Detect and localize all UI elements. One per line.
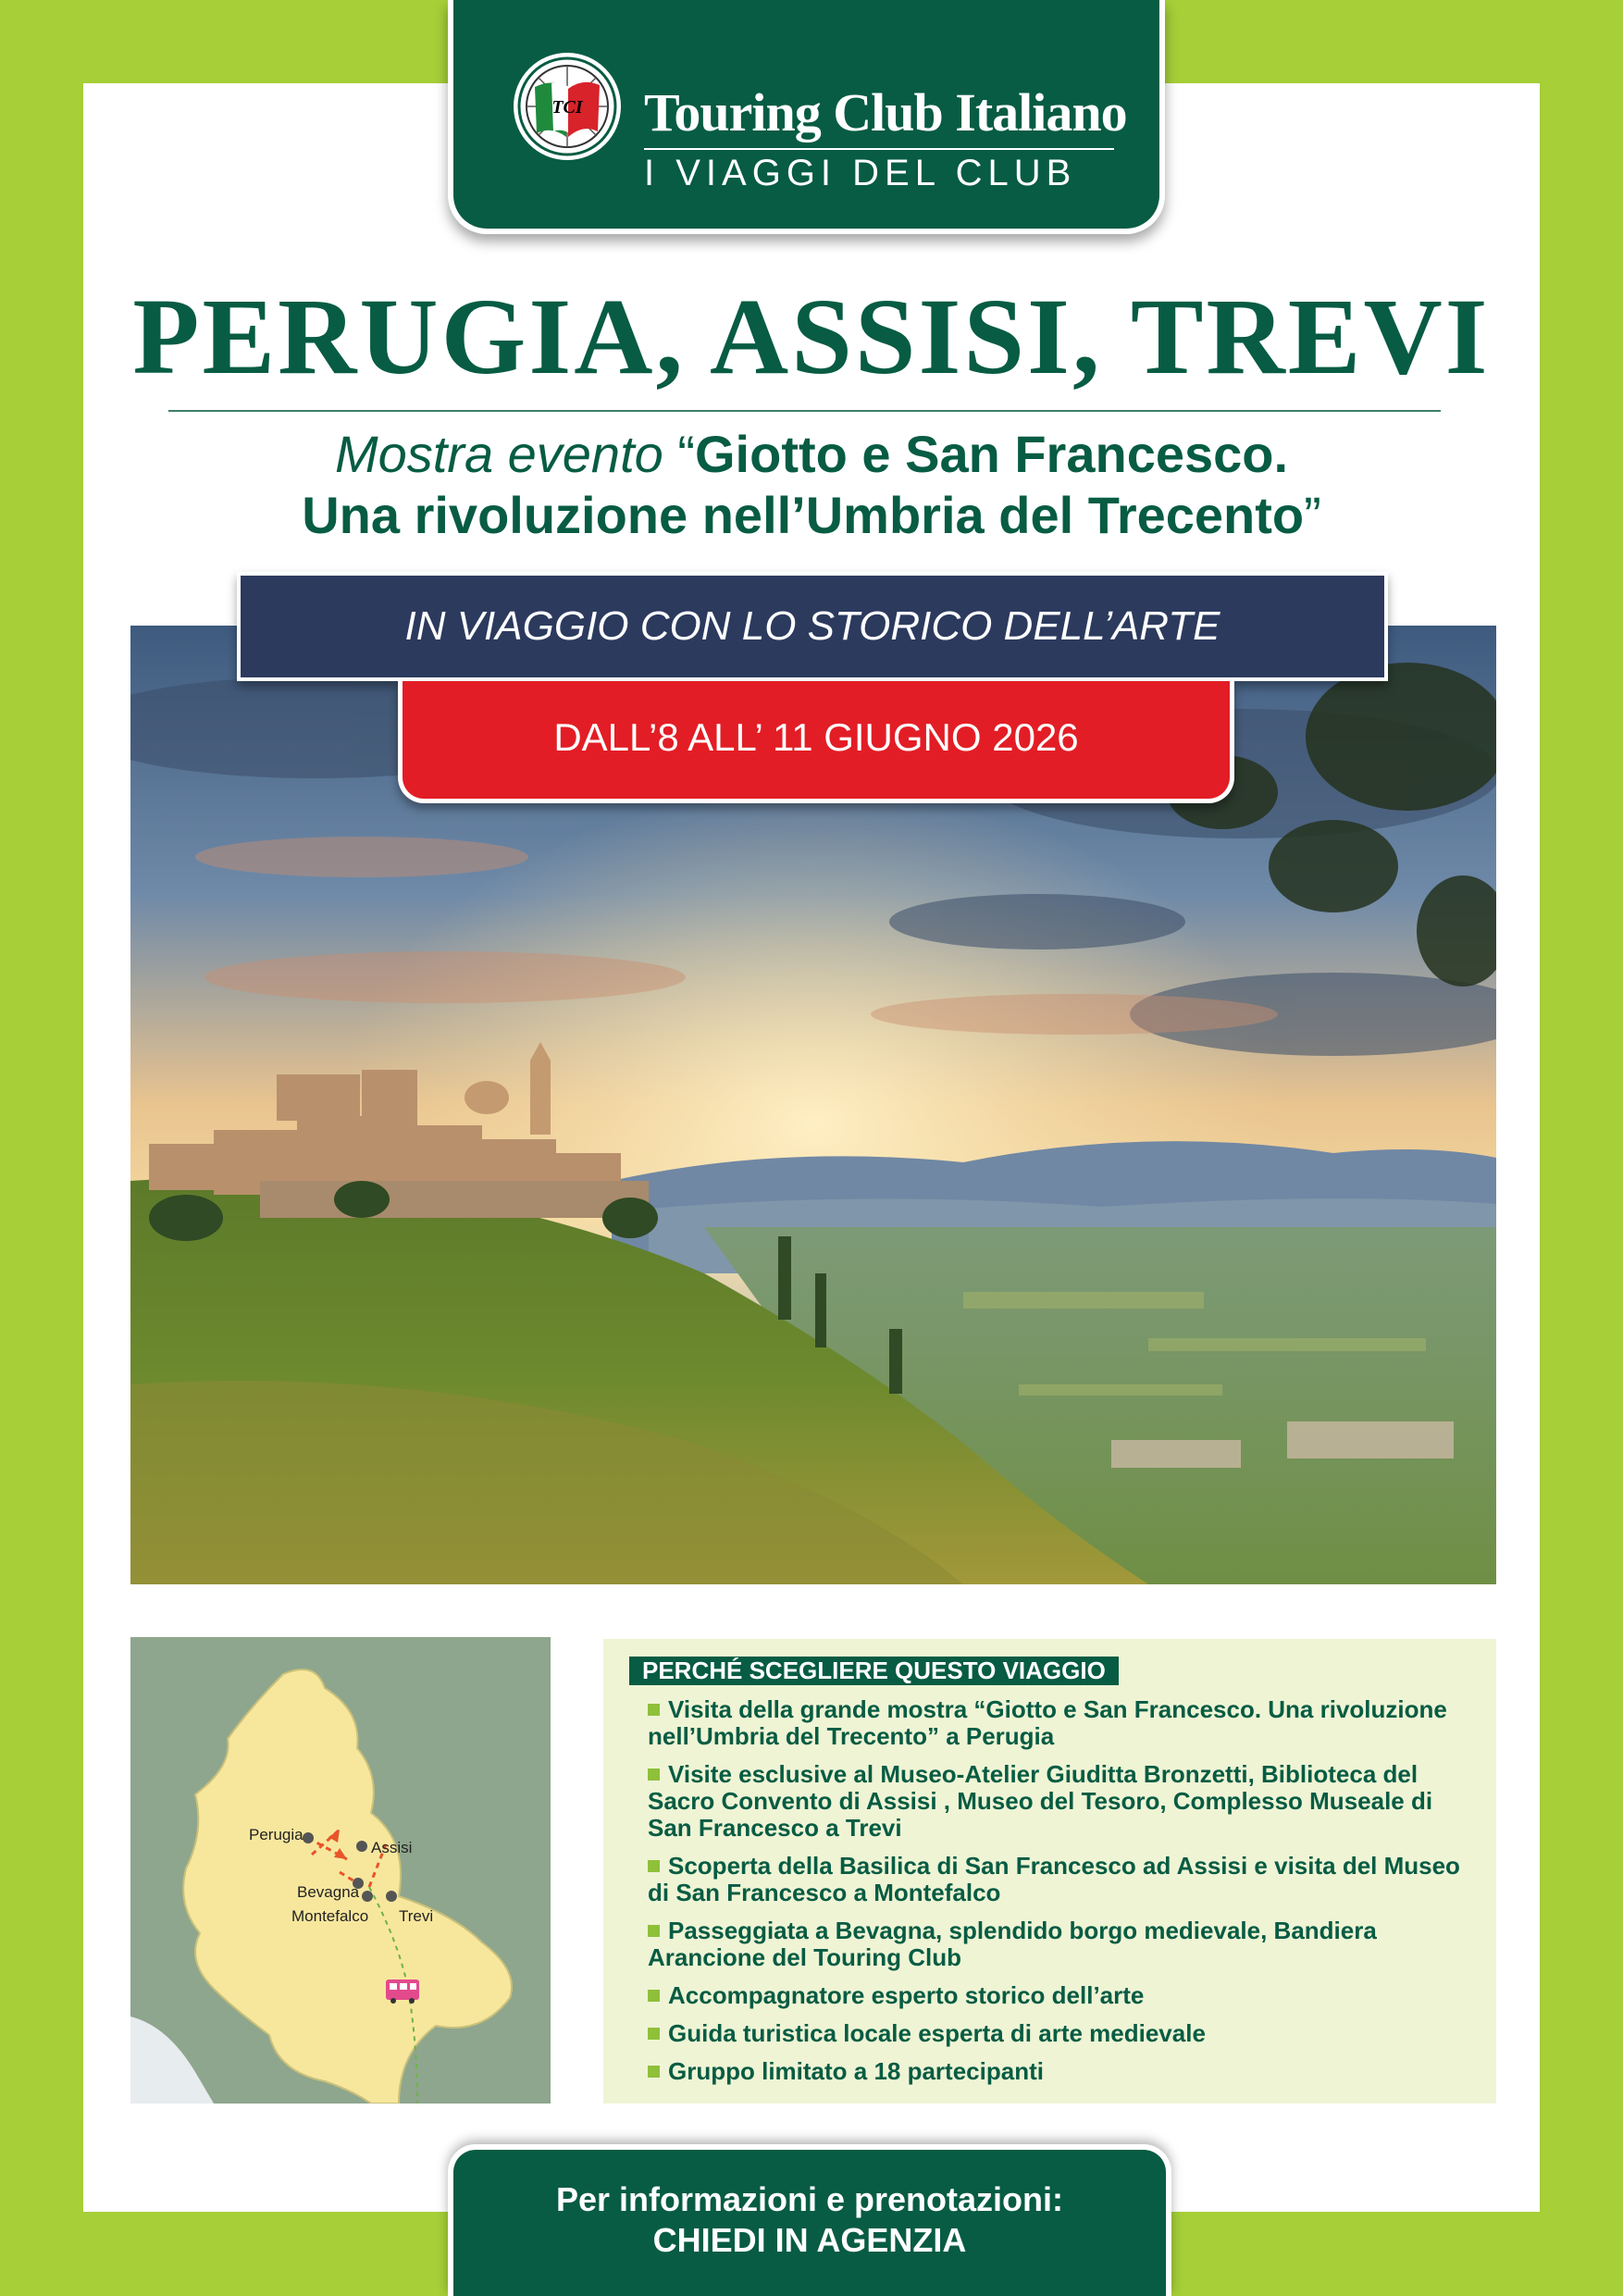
exhibition-name-line1: Giotto e San Francesco.: [695, 425, 1289, 483]
list-item-text: Visite esclusive al Museo-Atelier Giuditta Bronzetti, Biblioteca del Sacro Convento di Assisi , Museo del Tesoro, Complesso Museale di San Francesco a Trevi: [648, 1760, 1433, 1842]
list-item: [648, 1761, 1481, 1842]
emblem-text: TCI: [551, 97, 583, 118]
bullet-icon: [648, 2028, 660, 2040]
brand-divider: [644, 148, 1114, 150]
why-choose-panel: [603, 1639, 1496, 2104]
bullet-icon: [648, 2066, 660, 2078]
map-label-bevagna: Bevagna: [297, 1883, 360, 1901]
map-label-trevi: Trevi: [399, 1907, 434, 1925]
bullet-icon: [648, 1860, 660, 1872]
list-item: [648, 2020, 1481, 2047]
list-item: [648, 1853, 1481, 1906]
bullet-icon: [648, 1925, 660, 1937]
booking-info-line1: Per informazioni e prenotazioni:: [555, 2180, 1064, 2218]
booking-info-line2: CHIEDI IN AGENZIA: [652, 2221, 967, 2259]
umbria-route-map: [130, 1637, 551, 2104]
subtitle-line-1: [0, 424, 1623, 485]
close-quote: ”: [1304, 486, 1321, 544]
list-item: [648, 1917, 1481, 1971]
brand-header: [448, 0, 1165, 234]
brand-tagline: I VIAGGI DEL CLUB: [644, 153, 1077, 193]
list-item: [648, 2058, 1481, 2085]
map-graphic: [130, 1637, 551, 2104]
map-label-perugia: Perugia: [249, 1826, 304, 1843]
tour-type-banner: IN VIAGGIO CON LO STORICO DELL’ARTE: [237, 572, 1388, 681]
list-item: [648, 1982, 1481, 2009]
bullet-icon: [648, 1704, 660, 1716]
map-label-montefalco: Montefalco: [291, 1907, 369, 1925]
tci-emblem-icon: [511, 50, 624, 163]
subtitle-lead: Mostra evento: [334, 425, 663, 483]
list-item-text: Gruppo limitato a 18 partecipanti: [668, 2057, 1044, 2085]
bullet-icon: [648, 1990, 660, 2002]
booking-info-footer: [448, 2144, 1171, 2296]
list-item-text: Passeggiata a Bevagna, splendido borgo medievale, Bandiera Arancione del Touring Club: [648, 1917, 1377, 1971]
subtitle-line-2: [0, 485, 1623, 546]
sea-area: [130, 2017, 214, 2104]
bullet-icon: [648, 1769, 660, 1781]
event-subtitle: [0, 424, 1623, 546]
why-choose-heading: PERCHÉ SCEGLIERE QUESTO VIAGGIO: [629, 1657, 1119, 1685]
tour-dates-banner: DALL’8 ALL’ 11 GIUGNO 2026: [398, 681, 1234, 803]
page-title: PERUGIA, ASSISI, TREVI: [132, 276, 1491, 397]
open-quote: “: [677, 425, 695, 483]
brand-name: Touring Club Italiano: [644, 82, 1127, 143]
list-item-text: Visita della grande mostra “Giotto e San Francesco. Una rivoluzione nell’Umbria del Trecento” a Perugia: [648, 1695, 1447, 1750]
exhibition-name-line2: Una rivoluzione nell’Umbria del Trecento: [302, 486, 1305, 544]
map-label-assisi: Assisi: [371, 1839, 413, 1856]
list-item-text: Guida turistica locale esperta di arte medievale: [668, 2019, 1206, 2047]
list-item-text: Accompagnatore esperto storico dell’arte: [668, 1981, 1145, 2009]
highlights-list: [648, 1696, 1481, 2096]
list-item-text: Scoperta della Basilica di San Francesco ad Assisi e visita del Museo di San Francesco a Montefalco: [648, 1852, 1460, 1906]
list-item: [648, 1696, 1481, 1750]
title-divider: [168, 410, 1441, 412]
